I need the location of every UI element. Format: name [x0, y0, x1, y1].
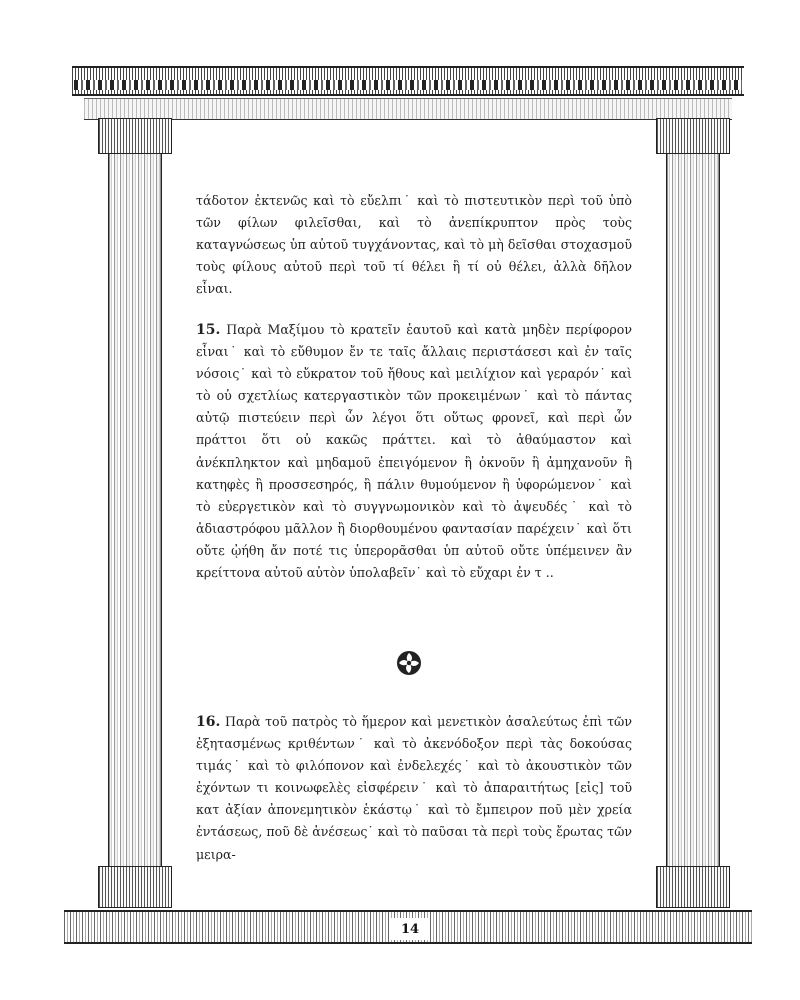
paragraph-16	[196, 711, 632, 866]
right-column-base	[656, 866, 730, 908]
page-number: 14	[390, 918, 430, 940]
paragraph-number: 16.	[196, 714, 221, 730]
swirl-rosette-icon	[396, 650, 422, 676]
right-column-shaft	[666, 154, 720, 866]
architrave	[84, 98, 732, 120]
right-column-capital	[656, 118, 730, 154]
left-column	[104, 118, 166, 908]
paragraph-continued	[196, 190, 632, 300]
left-column-shaft	[108, 154, 162, 866]
left-column-base	[98, 866, 172, 908]
right-column	[662, 118, 724, 908]
paragraph-number: 15.	[196, 322, 221, 338]
paragraph-15	[196, 319, 632, 584]
paragraph-text: τάδοτον ἐκτενῶς καὶ τὸ εὔελπι˙ καὶ τὸ πιστευτικὸν περὶ τοῦ ὑπὸ τῶν φίλων φιλεῖσθαι, καὶ τὸ ἀνεπίκρυπτον πρὸς τοὺς καταγνώσεως ὑπ αὐτοῦ τυγχάνοντας, καὶ τὸ μὴ δεῖσθαι στοχασμοῦ τοὺς φίλους αὐτοῦ περὶ τοῦ τί θέλει ἢ τί οὐ θέλει, ἀλλὰ δῆλον εἶναι.	[196, 193, 632, 297]
cornice-ornament-band	[74, 80, 742, 90]
paragraph-text: Παρὰ τοῦ πατρὸς τὸ ἥμερον καὶ μενετικὸν ἀσαλεύτως ἐπὶ τῶν ἐξητασμένως κριθέντων˙ καὶ τὸ ἀκενόδοξον περὶ τὰς δοκούσας τιμάς˙ καὶ τὸ φιλόπονον καὶ ἐνδελεχές˙ καὶ τὸ ἀκουστικὸν τῶν ἐχόντων τι κοινωφελὲς εἰσφέρειν˙ καὶ τὸ ἀπαραιτήτως [εἰς] τοῦ κατ ἀξίαν ἀπονεμητικὸν ἑκάστῳ˙ καὶ τὸ ἔμπειρον ποῦ μὲν χρεία ἐντάσεως, ποῦ δὲ ἀνέσεως˙ καὶ τὸ παῦσαι τὰ περὶ τοὺς ἔρωτας τῶν μειρα-	[196, 714, 632, 862]
paragraph-text: Παρὰ Μαξίμου τὸ κρατεῖν ἑαυτοῦ καὶ κατὰ μηδὲν περίφορον εἶναι˙ καὶ τὸ εὔθυμον ἔν τε ταῖς ἄλλαις περιστάσεσι καὶ ἐν ταῖς νόσοις˙ καὶ τὸ εὔκρατον τοῦ ἤθους καὶ μειλίχιον καὶ γεραρόν˙ καὶ τὸ οὐ σχετλίως κατεργαστικὸν τῶν προκειμένων˙ καὶ τὸ πάντας αὐτῷ πιστεύειν περὶ ὧν λέγοι ὅτι οὕτως φρονεῖ, καὶ περὶ ὧν πράττοι ὅτι οὐ κακῶς πράττει. καὶ τὸ ἀθαύμαστον καὶ ἀνέκπληκτον καὶ μηδαμοῦ ἐπειγόμενον ἢ ὀκνοῦν ἢ ἀμηχανοῦν ἢ κατηφὲς ἢ προσσεσηρός, ἢ πάλιν θυμούμενον ἢ ὑφορώμενον˙ καὶ τὸ εὐεργετικὸν καὶ τὸ συγγνωμονικὸν καὶ τὸ ἀψευδές˙ καὶ τὸ ἀδιαστρόφου μᾶλλον ἢ διορθουμένου φαντασίαν παρέχειν˙ καὶ ὅτι οὔτε ᾠήθη ἄν ποτέ τις ὑπερορᾶσθαι ὑπ αὐτοῦ οὔτε ὑπέμεινεν ἂν κρείττονα αὐτοῦ αὐτὸν ὑπολαβεῖν˙ καὶ τὸ εὔχαρι ἐν τ ..	[196, 322, 632, 581]
left-column-capital	[98, 118, 172, 154]
